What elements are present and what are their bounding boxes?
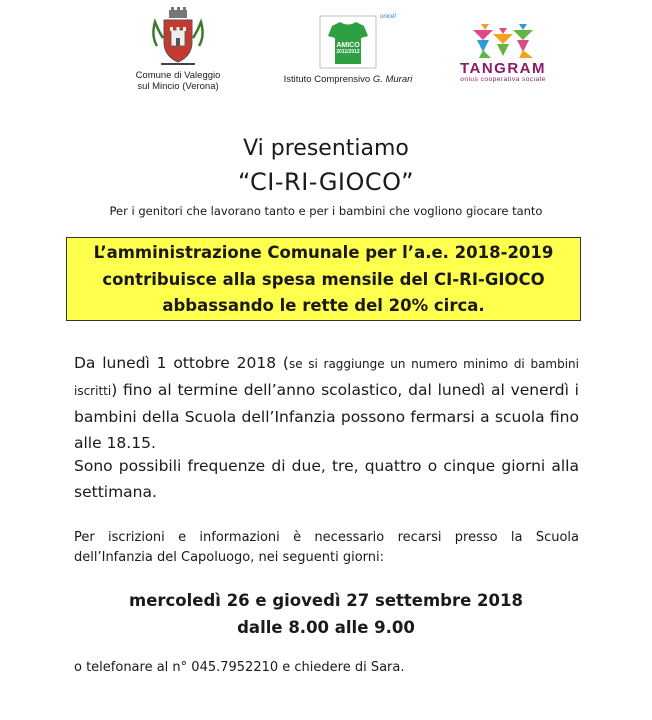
tangram-logo [448,22,558,83]
tangram-wordmark: TANGRAM [459,60,547,77]
tangram-figures-icon [463,22,543,60]
dates-line: mercoledì 26 e giovedì 27 settembre 2018 [129,591,523,610]
page-title: “CI-RI-GIOCO” [237,168,415,196]
body-part-3: ) fino al termine dell’anno scolastico, dal lunedì al venerdì i bambini della Scuola dell’Infanzia possono fermarsi a scuola fino alle 18.15. [74,381,579,452]
notice-line-1: L’amministrazione Comunale per l’a.e. 2018-2019 [93,243,554,262]
shirt-text-year: 2011/2012 [336,49,360,55]
body-paragraph [74,350,579,456]
notice-line-2: contribuisce alla spesa mensile del CI-RI-GIOCO [102,269,545,289]
istituto-logo [278,14,418,85]
comune-caption-line2: sul Mincio (Verona) [137,81,219,92]
subtitle: Per i genitori che lavorano tanto e per i bambini che vogliono giocare tanto [109,204,543,218]
notice-box [66,237,581,321]
info-paragraph: Per iscrizioni e informazioni è necessario recarsi presso la Scuola dell’Infanzia del Capoluogo, nei seguenti giorni: [74,530,579,565]
tangram-subtitle: onlus cooperativa sociale [460,76,546,83]
hours-line: dalle 8.00 alle 9.00 [237,618,415,637]
comune-logo [118,6,238,92]
phone-line: o telefonare al n° 045.7952210 e chiedere di Sara. [74,660,405,675]
istituto-caption-prefix: Istituto Comprensivo [283,74,373,85]
comune-caption-line1: Comune di Valeggio [135,70,221,81]
unicef-label: unicef [379,14,396,20]
body-part-2: se si raggiunge un numero minimo di bambini iscritti [74,357,579,398]
notice-line-3: abbassando le rette del 20% circa. [162,296,485,315]
istituto-caption [278,74,418,85]
body-part-1: Da lunedì 1 ottobre 2018 ( [74,354,289,372]
frequency-paragraph: Sono possibili frequenze di due, tre, quattro o cinque giorni alla settimana. [74,457,579,501]
intro-line: Vi presentiamo [243,136,409,161]
shirt-text-amico: AMICO [336,42,360,49]
istituto-caption-name: G. Murari [372,74,413,85]
municipal-crest-icon [147,6,209,70]
